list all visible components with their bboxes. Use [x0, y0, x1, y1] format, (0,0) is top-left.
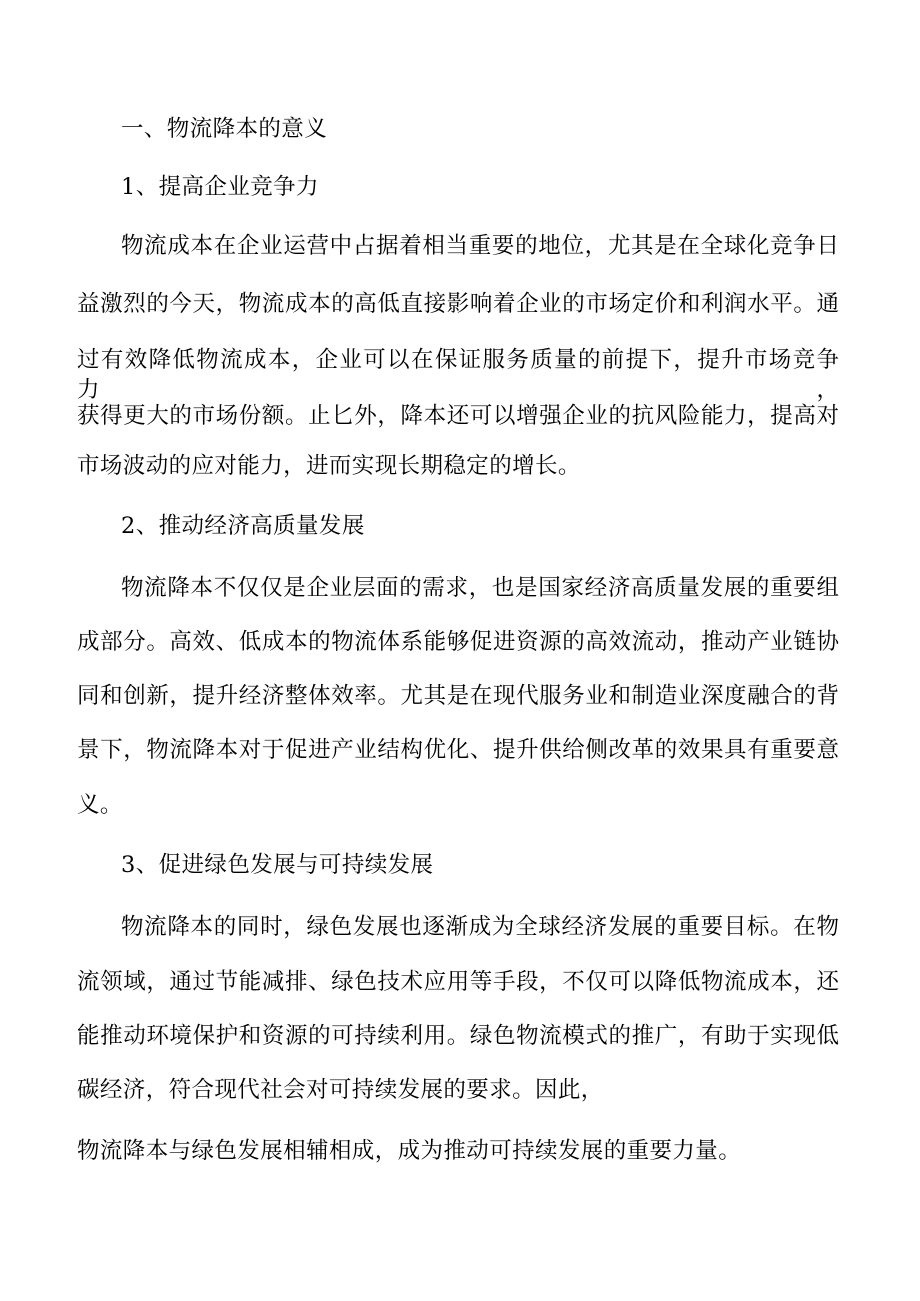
section-2-line-3: 同和创新，提升经济整体效率。尤其是在现代服务业和制造业深度融合的背 [77, 683, 839, 709]
section-3-title: 3、促进绿色发展与可持续发展 [121, 852, 434, 878]
section-2-line-4: 景下，物流降本对于促进产业结构优化、提升供给侧改革的效果具有重要意 [77, 737, 839, 763]
section-1-line-1: 物流成本在企业运营中占据着相当重要的地位，尤其是在全球化竞争日 [121, 233, 839, 259]
section-3-line-3: 能推动环境保护和资源的可持续利用。绿色物流模式的推广，有助于实现低 [77, 1023, 839, 1049]
section-3-line-2: 流领域，通过节能减排、绿色技术应用等手段，不仅可以降低物流成本，还 [77, 969, 839, 995]
section-1-line-3: 过有效降低物流成本，企业可以在保证服务质量的前提下，提升市场竞争力， [77, 347, 839, 403]
section-1-line-4: 获得更大的市场份额。止匕外，降本还可以增强企业的抗风险能力，提高对 [77, 403, 839, 429]
section-2-line-2: 成部分。高效、低成本的物流体系能够促进资源的高效流动，推动产业链协 [77, 629, 839, 655]
section-3-line-4: 碳经济，符合现代社会对可持续发展的要求。因此， [77, 1077, 604, 1103]
section-1-title: 1、提高企业竞争力 [121, 174, 319, 200]
section-2-line-5: 义。 [77, 792, 123, 818]
section-2-title: 2、推动经济高质量发展 [121, 513, 365, 539]
section-3-line-1: 物流降本的同时，绿色发展也逐渐成为全球经济发展的重要目标。在物 [121, 914, 839, 940]
section-1-line-5: 市场波动的应对能力，进而实现长期稳定的增长。 [77, 453, 581, 479]
section-3-line-5: 物流降本与绿色发展相辅相成，成为推动可持续发展的重要力量。 [77, 1138, 742, 1164]
heading-significance: 一、物流降本的意义 [121, 116, 328, 142]
section-2-line-1: 物流降本不仅仅是企业层面的需求，也是国家经济高质量发展的重要组 [121, 575, 839, 601]
section-1-line-2: 益激烈的今天，物流成本的高低直接影响着企业的市场定价和利润水平。通 [77, 291, 839, 317]
